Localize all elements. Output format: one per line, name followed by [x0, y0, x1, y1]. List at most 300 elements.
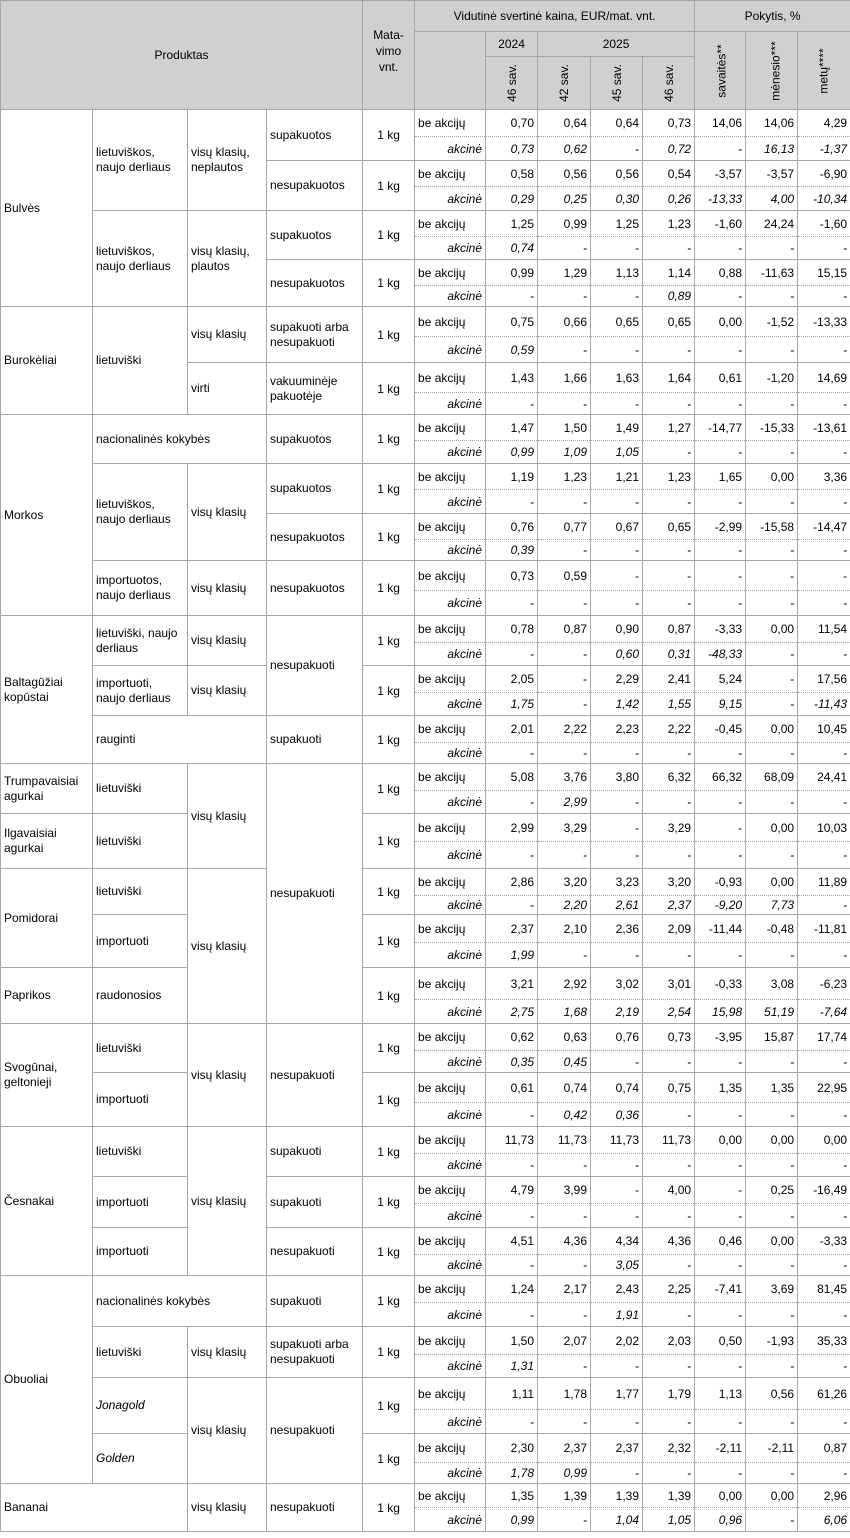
price-type-regular: be akcijų — [415, 363, 486, 393]
price-value: - — [643, 393, 695, 415]
unit-cell: 1 kg — [363, 915, 415, 968]
change-value: 24,41 — [798, 764, 850, 791]
variety-cesnakai-lt: lietuviški — [93, 1127, 188, 1177]
price-value: 3,20 — [538, 869, 591, 896]
change-value: - — [798, 237, 850, 260]
price-value: 3,80 — [591, 764, 643, 791]
change-value: 0,25 — [746, 1177, 798, 1204]
variety-lt-naujo-2: lietuviškos, naujo derliaus — [93, 211, 188, 307]
price-value: 0,74 — [486, 237, 538, 260]
change-value: - — [746, 643, 798, 666]
price-type-promo: akcinė — [415, 1463, 486, 1484]
price-value: 0,99 — [538, 1463, 591, 1484]
change-value: 0,00 — [746, 1484, 798, 1508]
change-value: - — [695, 393, 746, 415]
pack-bananai: nesupakuoti — [267, 1484, 363, 1532]
unit-cell: 1 kg — [363, 514, 415, 561]
price-type-regular: be akcijų — [415, 616, 486, 643]
change-value: - — [695, 441, 746, 464]
price-value: 0,74 — [591, 1073, 643, 1103]
price-value: 4,36 — [538, 1228, 591, 1255]
price-value: 0,54 — [643, 161, 695, 187]
change-value: 0,00 — [695, 1484, 746, 1508]
variety-morkos-nac: nacionalinės kokybės — [93, 415, 267, 464]
price-value: - — [591, 743, 643, 764]
price-value: 2,17 — [538, 1276, 591, 1303]
price-value: - — [591, 1154, 643, 1177]
change-value: -3,33 — [798, 1228, 850, 1255]
price-value: - — [643, 1255, 695, 1276]
change-value: -14,47 — [798, 514, 850, 540]
price-value: 1,42 — [591, 693, 643, 716]
price-type-promo: akcinė — [415, 490, 486, 514]
price-value: 1,50 — [538, 415, 591, 441]
price-value: 0,67 — [591, 514, 643, 540]
product-pomidorai: Pomidorai — [1, 869, 93, 968]
variety-ilg-lt: lietuviški — [93, 814, 188, 869]
pack-supakuotos-1: supakuotos — [267, 110, 363, 161]
price-type-promo: akcinė — [415, 1303, 486, 1327]
price-value: 0,25 — [538, 187, 591, 211]
price-value: 3,23 — [591, 869, 643, 896]
price-value: 3,76 — [538, 764, 591, 791]
change-value: -1,20 — [746, 363, 798, 393]
price-value: 0,73 — [486, 137, 538, 161]
table-row — [1, 415, 850, 441]
price-value: - — [538, 1303, 591, 1327]
price-value: 0,61 — [486, 1073, 538, 1103]
change-value: 5,24 — [695, 666, 746, 693]
header-blank — [415, 32, 486, 110]
change-value: -1,93 — [746, 1327, 798, 1355]
change-value: -15,58 — [746, 514, 798, 540]
change-value: - — [695, 1154, 746, 1177]
price-value: 1,47 — [486, 415, 538, 441]
variety-golden: Golden — [93, 1434, 188, 1484]
price-value: 1,23 — [643, 211, 695, 237]
change-value: 0,00 — [798, 1127, 850, 1154]
change-value: - — [695, 1103, 746, 1127]
price-type-promo: akcinė — [415, 591, 486, 616]
change-value: -14,77 — [695, 415, 746, 441]
price-value: - — [486, 743, 538, 764]
change-value: - — [798, 1154, 850, 1177]
price-value: - — [538, 693, 591, 716]
unit-cell: 1 kg — [363, 764, 415, 814]
product-obuoliai: Obuoliai — [1, 1276, 93, 1484]
price-value: - — [538, 743, 591, 764]
price-type-regular: be akcijų — [415, 764, 486, 791]
price-type-regular: be akcijų — [415, 1127, 486, 1154]
change-value: - — [695, 842, 746, 869]
product-svogunai: Svogūnai, geltonieji — [1, 1024, 93, 1127]
change-value: - — [798, 393, 850, 415]
price-value: 0,62 — [486, 1024, 538, 1051]
price-value: 2,22 — [538, 716, 591, 743]
price-value: - — [538, 1508, 591, 1532]
price-value: - — [538, 337, 591, 363]
change-value: - — [695, 743, 746, 764]
price-value: 1,24 — [486, 1276, 538, 1303]
change-value: 10,03 — [798, 814, 850, 842]
price-value: 0,59 — [538, 561, 591, 591]
table-row — [1, 464, 850, 490]
price-value: - — [643, 1355, 695, 1378]
product-paprikos: Paprikos — [1, 968, 93, 1024]
change-value: - — [695, 1204, 746, 1228]
change-value: 4,00 — [746, 187, 798, 211]
change-value: 14,69 — [798, 363, 850, 393]
change-value: 61,26 — [798, 1378, 850, 1410]
unit-cell: 1 kg — [363, 211, 415, 260]
header-price-title: Vidutinė svertinė kaina, EUR/mat. vnt. — [415, 1, 695, 32]
price-value: 4,00 — [643, 1177, 695, 1204]
price-type-regular: be akcijų — [415, 307, 486, 337]
price-value: 0,63 — [538, 1024, 591, 1051]
pack-morkos-imp: nesupakuotos — [267, 561, 363, 616]
change-value: - — [695, 490, 746, 514]
price-value: 0,99 — [486, 1508, 538, 1532]
header-year-2024: 2024 — [486, 32, 538, 57]
change-value: -3,57 — [695, 161, 746, 187]
table-row — [1, 1484, 850, 1508]
change-value: - — [798, 896, 850, 915]
price-value: 2,61 — [591, 896, 643, 915]
price-value: 2,41 — [643, 666, 695, 693]
price-value: 0,70 — [486, 110, 538, 137]
price-value: 4,79 — [486, 1177, 538, 1204]
change-value: -13,61 — [798, 415, 850, 441]
change-value: 15,15 — [798, 260, 850, 286]
price-type-regular: be akcijų — [415, 1024, 486, 1051]
price-value: - — [486, 1154, 538, 1177]
price-value: 0,58 — [486, 161, 538, 187]
price-type-regular: be akcijų — [415, 915, 486, 943]
price-value: - — [538, 490, 591, 514]
product-cesnakai: Česnakai — [1, 1127, 93, 1276]
unit-cell: 1 kg — [363, 1276, 415, 1327]
price-value: 11,73 — [591, 1127, 643, 1154]
price-value: 1,39 — [643, 1484, 695, 1508]
price-type-promo: akcinė — [415, 1051, 486, 1073]
price-value: - — [591, 814, 643, 842]
change-value: - — [798, 1103, 850, 1127]
price-value: - — [643, 540, 695, 561]
change-value: - — [746, 666, 798, 693]
table-row — [1, 110, 850, 137]
price-value: 0,99 — [486, 441, 538, 464]
change-value: - — [798, 1410, 850, 1434]
price-value: 0,39 — [486, 540, 538, 561]
change-value: 0,96 — [695, 1508, 746, 1532]
price-value: - — [591, 591, 643, 616]
price-type-promo: akcinė — [415, 943, 486, 968]
price-value: 2,03 — [643, 1327, 695, 1355]
variety-cesnakai-imp1: importuoti — [93, 1177, 188, 1228]
unit-cell: 1 kg — [363, 1484, 415, 1532]
change-value: - — [695, 791, 746, 814]
unit-cell: 1 kg — [363, 363, 415, 415]
unit-cell: 1 kg — [363, 1177, 415, 1228]
price-value: 3,02 — [591, 968, 643, 1000]
price-value: 1,25 — [486, 211, 538, 237]
change-value: -2,11 — [695, 1434, 746, 1463]
change-value: -7,64 — [798, 1000, 850, 1024]
change-value: -1,52 — [746, 307, 798, 337]
price-value: 2,99 — [486, 814, 538, 842]
price-value: 0,60 — [591, 643, 643, 666]
price-value: - — [486, 896, 538, 915]
pack-obuoliai-nac: supakuoti — [267, 1276, 363, 1327]
table-row — [1, 1276, 850, 1303]
change-value: - — [798, 1463, 850, 1484]
price-value: - — [538, 943, 591, 968]
price-value: - — [591, 791, 643, 814]
price-value: 0,56 — [591, 161, 643, 187]
price-value: - — [486, 842, 538, 869]
price-value: 0,87 — [643, 616, 695, 643]
change-value: 0,00 — [746, 464, 798, 490]
class-kopustai-imp: visų klasių — [188, 666, 267, 716]
product-kopustai: Baltagūžiai kopūstai — [1, 616, 93, 764]
price-value: - — [591, 286, 643, 307]
price-type-regular: be akcijų — [415, 161, 486, 187]
change-value: -0,93 — [695, 869, 746, 896]
class-morkos-lt: visų klasių — [188, 464, 267, 561]
table-row — [1, 915, 850, 943]
unit-cell: 1 kg — [363, 110, 415, 161]
unit-cell: 1 kg — [363, 1434, 415, 1484]
change-value: - — [695, 1463, 746, 1484]
price-value: 1,13 — [591, 260, 643, 286]
pack-morkos-nac: supakuotos — [267, 415, 363, 464]
pack-nesupakuotos-1: nesupakuotos — [267, 161, 363, 211]
table-row — [1, 1177, 850, 1204]
product-bulves: Bulvės — [1, 110, 93, 307]
price-value: 0,66 — [538, 307, 591, 337]
price-value: 1,99 — [486, 943, 538, 968]
price-value: 2,01 — [486, 716, 538, 743]
price-value: - — [643, 1204, 695, 1228]
change-value: 11,54 — [798, 616, 850, 643]
price-value: 1,63 — [591, 363, 643, 393]
change-value: 0,50 — [695, 1327, 746, 1355]
unit-cell: 1 kg — [363, 1327, 415, 1378]
price-value: 0,42 — [538, 1103, 591, 1127]
price-value: 1,49 — [591, 415, 643, 441]
price-type-regular: be akcijų — [415, 260, 486, 286]
price-value: 1,64 — [643, 363, 695, 393]
price-value: - — [643, 441, 695, 464]
change-value: 16,13 — [746, 137, 798, 161]
price-value: 1,21 — [591, 464, 643, 490]
price-value: 3,29 — [643, 814, 695, 842]
price-value: - — [538, 286, 591, 307]
price-value: 1,78 — [486, 1463, 538, 1484]
table-row — [1, 666, 850, 693]
price-type-regular: be akcijų — [415, 1484, 486, 1508]
header-week-2025-45: 45 sav. — [591, 57, 643, 110]
price-value: 0,74 — [538, 1073, 591, 1103]
table-row — [1, 1127, 850, 1154]
price-value: - — [486, 1204, 538, 1228]
change-value: - — [695, 561, 746, 591]
change-value: -6,90 — [798, 161, 850, 187]
price-value: 4,34 — [591, 1228, 643, 1255]
change-value: 0,46 — [695, 1228, 746, 1255]
price-type-promo: akcinė — [415, 1204, 486, 1228]
change-value: 4,29 — [798, 110, 850, 137]
price-value: - — [538, 393, 591, 415]
price-value: - — [643, 1154, 695, 1177]
variety-svogunai-lt: lietuviški — [93, 1024, 188, 1073]
price-type-promo: akcinė — [415, 1000, 486, 1024]
price-type-promo: akcinė — [415, 1255, 486, 1276]
price-value: 2,37 — [538, 1434, 591, 1463]
header-change-week: savaitės** — [695, 32, 746, 110]
price-value: - — [643, 237, 695, 260]
price-value: 0,64 — [538, 110, 591, 137]
change-value: - — [746, 943, 798, 968]
change-value: - — [798, 1303, 850, 1327]
price-type-promo: akcinė — [415, 237, 486, 260]
price-value: 0,73 — [643, 110, 695, 137]
price-value: - — [591, 490, 643, 514]
pack-svogunai: nesupakuoti — [267, 1024, 363, 1127]
change-value: - — [798, 561, 850, 591]
price-value: - — [643, 943, 695, 968]
change-value: -13,33 — [798, 307, 850, 337]
change-value: 0,00 — [746, 814, 798, 842]
change-value: 2,96 — [798, 1484, 850, 1508]
price-value: - — [643, 1051, 695, 1073]
table-row — [1, 1378, 850, 1410]
change-value: 35,33 — [798, 1327, 850, 1355]
header-week-2025-42: 42 sav. — [538, 57, 591, 110]
change-value: 6,06 — [798, 1508, 850, 1532]
price-type-promo: akcinė — [415, 137, 486, 161]
price-value: - — [591, 237, 643, 260]
change-value: - — [746, 842, 798, 869]
price-value: 1,27 — [643, 415, 695, 441]
class-plautos: visų klasių, plautos — [188, 211, 267, 307]
product-ilg-agurkai: Ilgavaisiai agurkai — [1, 814, 93, 869]
price-value: - — [538, 666, 591, 693]
price-value: 0,72 — [643, 137, 695, 161]
price-type-regular: be akcijų — [415, 110, 486, 137]
table-row — [1, 561, 850, 591]
class-svogunai: visų klasių — [188, 1024, 267, 1127]
change-value: 68,09 — [746, 764, 798, 791]
price-value: - — [486, 1303, 538, 1327]
price-value: 1,11 — [486, 1378, 538, 1410]
change-value: - — [695, 814, 746, 842]
price-value: - — [486, 1255, 538, 1276]
change-value: -6,23 — [798, 968, 850, 1000]
change-value: 15,87 — [746, 1024, 798, 1051]
unit-cell: 1 kg — [363, 968, 415, 1024]
change-value: - — [695, 137, 746, 161]
change-value: 0,00 — [695, 1127, 746, 1154]
price-value: 2,30 — [486, 1434, 538, 1463]
price-value: 0,78 — [486, 616, 538, 643]
price-type-promo: akcinė — [415, 1154, 486, 1177]
price-value: - — [591, 1204, 643, 1228]
change-value: 0,00 — [746, 616, 798, 643]
price-value: - — [643, 1103, 695, 1127]
variety-pomidorai-lt: lietuviški — [93, 869, 188, 915]
price-type-regular: be akcijų — [415, 1177, 486, 1204]
price-value: 0,59 — [486, 337, 538, 363]
price-value: 0,75 — [643, 1073, 695, 1103]
change-value: -7,41 — [695, 1276, 746, 1303]
change-value: - — [746, 1103, 798, 1127]
price-value: - — [538, 1255, 591, 1276]
change-value: - — [746, 1154, 798, 1177]
variety-lt-naujo-1: lietuviškos, naujo derliaus — [93, 110, 188, 211]
table-row — [1, 211, 850, 237]
variety-kopustai-lt: lietuviški, naujo derliaus — [93, 616, 188, 666]
price-value: - — [643, 842, 695, 869]
price-value: - — [538, 591, 591, 616]
change-value: 0,61 — [695, 363, 746, 393]
pack-nesupakuotos-2: nesupakuotos — [267, 260, 363, 307]
price-value: 3,21 — [486, 968, 538, 1000]
price-value: - — [486, 1103, 538, 1127]
table-row — [1, 764, 850, 791]
price-value: - — [643, 743, 695, 764]
price-value: 0,30 — [591, 187, 643, 211]
change-value: - — [695, 286, 746, 307]
product-trump-agurkai: Trumpavaisiai agurkai — [1, 764, 93, 814]
change-value: 14,06 — [746, 110, 798, 137]
change-value: - — [695, 943, 746, 968]
price-value: 2,07 — [538, 1327, 591, 1355]
price-value: - — [538, 643, 591, 666]
price-value: 1,35 — [486, 1484, 538, 1508]
price-value: 11,73 — [538, 1127, 591, 1154]
price-value: 1,91 — [591, 1303, 643, 1327]
price-value: 0,35 — [486, 1051, 538, 1073]
variety-trump-lt: lietuviški — [93, 764, 188, 814]
change-value: -0,33 — [695, 968, 746, 1000]
price-value: 2,25 — [643, 1276, 695, 1303]
class-virti: virti — [188, 363, 267, 415]
price-value: 0,45 — [538, 1051, 591, 1073]
class-bananai: visų klasių — [188, 1484, 267, 1532]
change-value: -3,57 — [746, 161, 798, 187]
price-value: - — [486, 286, 538, 307]
price-value: 0,73 — [486, 561, 538, 591]
price-type-promo: akcinė — [415, 540, 486, 561]
price-type-promo: akcinė — [415, 1355, 486, 1378]
change-value: 3,36 — [798, 464, 850, 490]
price-value: 3,20 — [643, 869, 695, 896]
price-value: 4,51 — [486, 1228, 538, 1255]
unit-cell: 1 kg — [363, 869, 415, 915]
variety-cesnakai-imp2: importuoti — [93, 1228, 188, 1276]
change-value: 1,35 — [695, 1073, 746, 1103]
pack-burokeliai-1: supakuoti arba nesupakuoti — [267, 307, 363, 363]
price-value: 1,66 — [538, 363, 591, 393]
price-type-regular: be akcijų — [415, 716, 486, 743]
table-row — [1, 716, 850, 743]
price-value: 2,20 — [538, 896, 591, 915]
change-value: - — [798, 643, 850, 666]
unit-cell: 1 kg — [363, 561, 415, 616]
header-week-2024-46: 46 sav. — [486, 57, 538, 110]
change-value: - — [798, 791, 850, 814]
